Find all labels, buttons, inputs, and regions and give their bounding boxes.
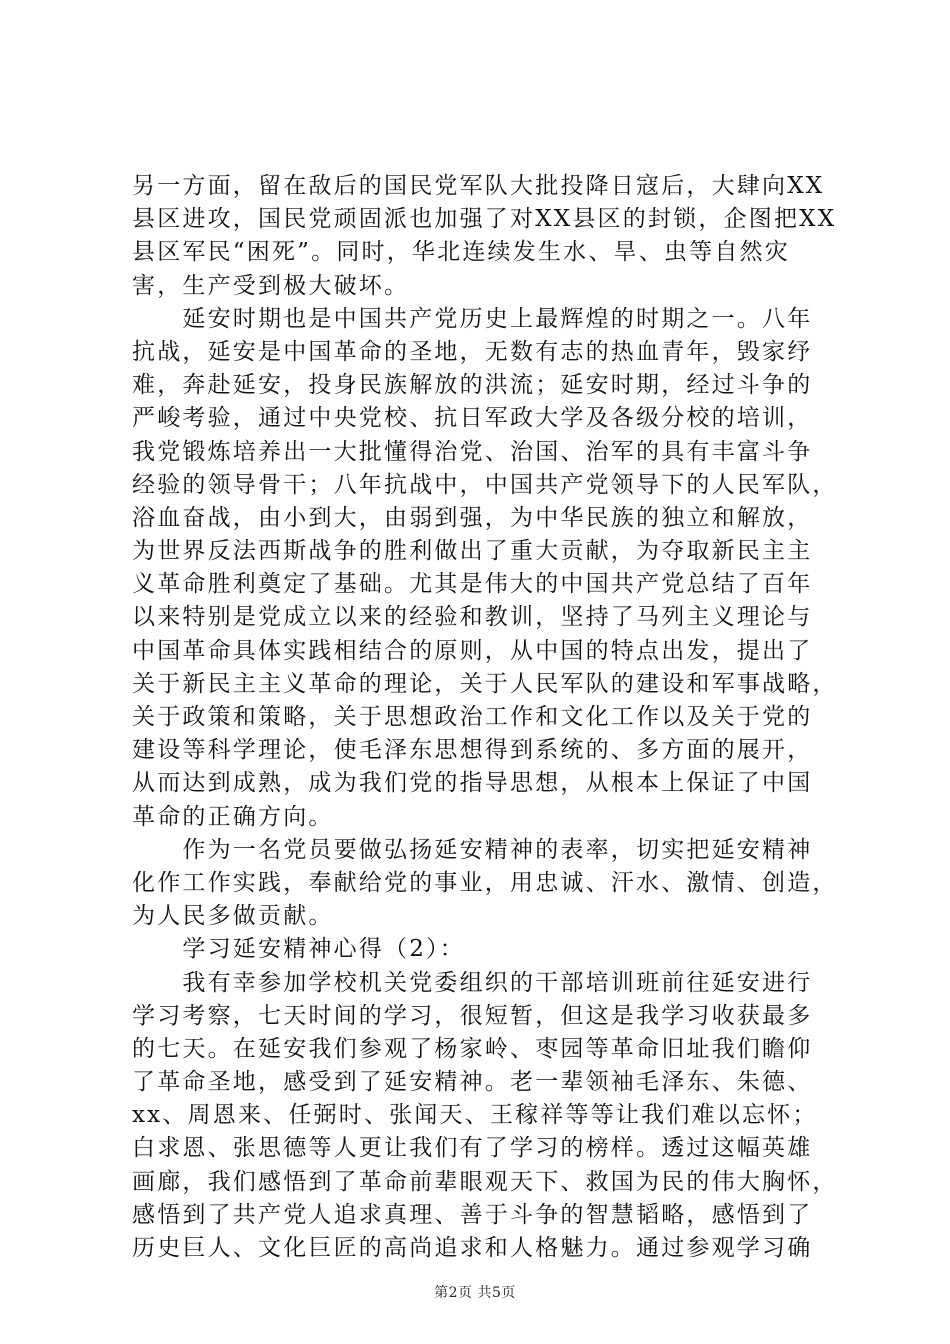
text-line: 的七天。在延安我们参观了杨家岭、枣园等革命旧址我们瞻仰 bbox=[132, 1035, 813, 1062]
text-line: 从而达到成熟，成为我们党的指导思想，从根本上保证了中国 bbox=[132, 770, 813, 797]
text-line: 另一方面，留在敌后的国民党军队大批投降日寇后，大肆向XX bbox=[132, 173, 825, 199]
text-line: 关于新民主主义革命的理论，关于人民军队的建设和军事战略， bbox=[132, 670, 838, 697]
text-line: 画廊，我们感悟到了革命前辈眼观天下、救国为民的伟大胸怀， bbox=[132, 1168, 838, 1195]
page-footer: 第2页 共5页 bbox=[434, 1285, 516, 1301]
text-line: 我党锻炼培养出一大批懂得治党、治国、治军的具有丰富斗争 bbox=[132, 438, 813, 465]
text-line: 义革命胜利奠定了基础。尤其是伟大的中国共产党总结了百年 bbox=[132, 571, 813, 598]
text-line: 县区进攻，国民党顽固派也加强了对XX县区的封锁，企图把XX bbox=[132, 206, 837, 233]
text-line: 关于政策和策略，关于思想政治工作和文化工作以及关于党的 bbox=[132, 704, 813, 730]
text-line: 白求恩、张思德等人更让我们有了学习的榜样。透过这幅英雄 bbox=[132, 1135, 813, 1162]
text-line: 害，生产受到极大破坏。 bbox=[132, 272, 410, 299]
text-line: 县区军民“困死”。同时，华北连续发生水、旱、虫等自然灾 bbox=[132, 239, 790, 266]
text-line: 历史巨人、文化巨匠的高尚追求和人格魅力。通过参观学习确 bbox=[132, 1235, 813, 1261]
text-line: 我有幸参加学校机关党委组织的干部培训班前往延安进行 bbox=[132, 969, 813, 996]
text-line: 学习延安精神心得（2）： bbox=[132, 936, 465, 963]
text-line: 为人民多做贡献。 bbox=[132, 903, 334, 930]
text-line: 了革命圣地，感受到了延安精神。老一辈领袖毛泽东、朱德、 bbox=[132, 1069, 813, 1096]
text-line: 严峻考验，通过中央党校、抗日军政大学及各级分校的培训， bbox=[132, 405, 813, 432]
text-line: 化作工作实践，奉献给党的事业，用忠诚、汗水、激情、创造， bbox=[132, 869, 838, 896]
text-line: 学习考察，七天时间的学习，很短暂，但这是我学习收获最多 bbox=[132, 1002, 813, 1029]
text-line: 延安时期也是中国共产党历史上最辉煌的时期之一。八年 bbox=[132, 305, 813, 332]
text-line: 经验的领导骨干；八年抗战中，中国共产党领导下的人民军队， bbox=[132, 471, 838, 498]
body-text bbox=[132, 170, 838, 1265]
text-line: 难，奔赴延安，投身民族解放的洪流；延安时期，经过斗争的 bbox=[132, 372, 813, 399]
text-line: 革命的正确方向。 bbox=[132, 803, 334, 830]
text-line: 感悟到了共产党人追求真理、善于斗争的智慧韬略，感悟到了 bbox=[132, 1201, 813, 1228]
text-line: 建设等科学理论，使毛泽东思想得到系统的、多方面的展开， bbox=[132, 737, 813, 764]
text-line: 中国革命具体实践相结合的原则，从中国的特点出发，提出了 bbox=[132, 637, 813, 664]
text-line: 抗战，延安是中国革命的圣地，无数有志的热血青年，毁家纾 bbox=[132, 338, 813, 365]
text-line: 浴血奋战，由小到大，由弱到强，为中华民族的独立和解放， bbox=[132, 504, 813, 531]
text-line: xx、周恩来、任弼时、张闻天、王稼祥等等让我们难以忘怀； bbox=[132, 1102, 818, 1129]
text-line: 作为一名党员要做弘扬延安精神的表率，切实把延安精神 bbox=[132, 836, 813, 863]
text-line: 以来特别是党成立以来的经验和教训，坚持了马列主义理论与 bbox=[132, 604, 813, 631]
text-line: 为世界反法西斯战争的胜利做出了重大贡献，为夺取新民主主 bbox=[132, 538, 813, 565]
